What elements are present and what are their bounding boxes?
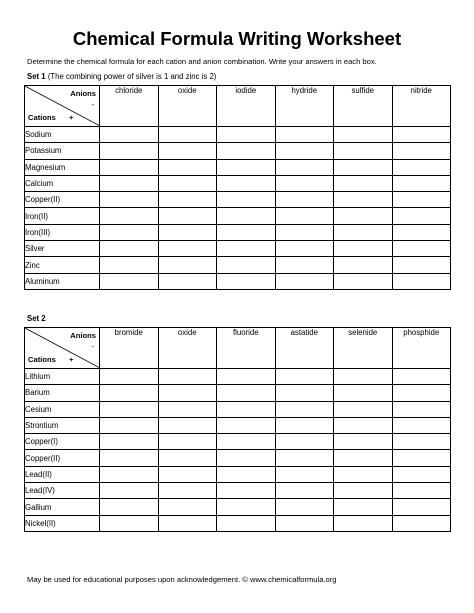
answer-box[interactable]	[217, 515, 276, 531]
answer-box[interactable]	[100, 192, 159, 208]
table-row	[25, 159, 451, 175]
answer-box[interactable]	[334, 499, 393, 515]
answer-box[interactable]	[217, 483, 276, 499]
answer-box[interactable]	[334, 208, 393, 224]
set2-heading	[27, 314, 46, 323]
answer-box[interactable]	[334, 159, 393, 175]
answer-box[interactable]	[100, 499, 159, 515]
answer-box[interactable]	[275, 515, 334, 531]
answer-box[interactable]	[334, 401, 393, 417]
answer-box[interactable]	[275, 483, 334, 499]
table-row	[25, 241, 451, 257]
table-row	[25, 450, 451, 466]
answer-box[interactable]	[392, 401, 451, 417]
answer-box[interactable]	[217, 369, 276, 385]
worksheet-title: Chemical Formula Writing Worksheet	[72, 28, 402, 49]
set2-corner-cell	[25, 328, 100, 369]
answer-box[interactable]	[392, 208, 451, 224]
cation-label: Lead(IV)	[25, 483, 100, 499]
answer-box[interactable]	[100, 434, 159, 450]
table-row	[25, 192, 451, 208]
answer-box[interactable]	[217, 385, 276, 401]
answer-box[interactable]	[100, 143, 159, 159]
set2-label: Set 2	[27, 314, 46, 323]
anions-sign: -	[91, 100, 94, 109]
answer-box[interactable]	[275, 385, 334, 401]
anion-header: chloride	[100, 86, 159, 127]
answer-box[interactable]	[275, 273, 334, 289]
anion-header: nitride	[392, 86, 451, 127]
cation-label: Iron(II)	[25, 208, 100, 224]
table-row	[25, 143, 451, 159]
answer-box[interactable]	[392, 192, 451, 208]
set1-label: Set 1	[27, 72, 46, 81]
answer-box[interactable]	[100, 483, 159, 499]
answer-box[interactable]	[100, 417, 159, 433]
anion-header: selenide	[334, 328, 393, 369]
answer-box[interactable]	[217, 175, 276, 191]
cation-label: Strontium	[25, 417, 100, 433]
table-row	[25, 224, 451, 240]
anion-header: phosphide	[392, 328, 451, 369]
answer-box[interactable]	[392, 175, 451, 191]
answer-box[interactable]	[100, 466, 159, 482]
answer-box[interactable]	[334, 273, 393, 289]
cation-label: Iron(III)	[25, 224, 100, 240]
answer-box[interactable]	[392, 434, 451, 450]
answer-box[interactable]	[275, 192, 334, 208]
answer-box[interactable]	[217, 499, 276, 515]
cation-label: Barium	[25, 385, 100, 401]
answer-box[interactable]	[158, 175, 217, 191]
answer-box[interactable]	[275, 175, 334, 191]
anions-label: Anions	[70, 331, 96, 340]
answer-box[interactable]	[158, 483, 217, 499]
answer-box[interactable]	[217, 273, 276, 289]
answer-box[interactable]	[392, 466, 451, 482]
cation-label: Magnesium	[25, 159, 100, 175]
set2-table	[24, 327, 451, 532]
answer-box[interactable]	[334, 385, 393, 401]
footer-text: May be used for educational purposes upon acknowledgement. © www.chemicalformula.org	[27, 575, 337, 584]
cations-label: Cations	[28, 355, 56, 364]
answer-box[interactable]	[334, 483, 393, 499]
answer-box[interactable]	[275, 143, 334, 159]
answer-box[interactable]	[334, 450, 393, 466]
answer-box[interactable]	[158, 224, 217, 240]
answer-box[interactable]	[334, 417, 393, 433]
answer-box[interactable]	[275, 499, 334, 515]
answer-box[interactable]	[392, 483, 451, 499]
answer-box[interactable]	[392, 369, 451, 385]
answer-box[interactable]	[334, 466, 393, 482]
cation-label: Lithium	[25, 369, 100, 385]
answer-box[interactable]	[100, 401, 159, 417]
answer-box[interactable]	[275, 241, 334, 257]
answer-box[interactable]	[275, 466, 334, 482]
cations-label: Cations	[28, 113, 56, 122]
answer-box[interactable]	[100, 450, 159, 466]
answer-box[interactable]	[275, 401, 334, 417]
answer-box[interactable]	[100, 257, 159, 273]
answer-box[interactable]	[334, 192, 393, 208]
table-row	[25, 483, 451, 499]
answer-box[interactable]	[158, 499, 217, 515]
anion-header: hydride	[275, 86, 334, 127]
answer-box[interactable]	[334, 175, 393, 191]
answer-box[interactable]	[217, 208, 276, 224]
answer-box[interactable]	[334, 369, 393, 385]
answer-box[interactable]	[158, 401, 217, 417]
table-row	[25, 257, 451, 273]
answer-box[interactable]	[217, 401, 276, 417]
instructions-text: Determine the chemical formula for each cation and anion combination. Write your answers in each box.	[27, 57, 377, 66]
answer-box[interactable]	[158, 192, 217, 208]
cation-label: Nickel(II)	[25, 515, 100, 531]
cation-label: Sodium	[25, 127, 100, 143]
answer-box[interactable]	[334, 434, 393, 450]
answer-box[interactable]	[334, 143, 393, 159]
answer-box[interactable]	[100, 515, 159, 531]
cation-label: Silver	[25, 241, 100, 257]
anions-sign: -	[91, 342, 94, 351]
answer-box[interactable]	[334, 127, 393, 143]
table-row	[25, 499, 451, 515]
anion-header: oxide	[158, 328, 217, 369]
answer-box[interactable]	[392, 450, 451, 466]
set1-table	[24, 85, 451, 290]
answer-box[interactable]	[217, 159, 276, 175]
answer-box[interactable]	[392, 224, 451, 240]
table-row	[25, 369, 451, 385]
answer-box[interactable]	[158, 466, 217, 482]
answer-box[interactable]	[158, 434, 217, 450]
anion-header: fluoride	[217, 328, 276, 369]
answer-box[interactable]	[275, 159, 334, 175]
answer-box[interactable]	[100, 127, 159, 143]
answer-box[interactable]	[275, 224, 334, 240]
answer-box[interactable]	[158, 257, 217, 273]
answer-box[interactable]	[392, 417, 451, 433]
answer-box[interactable]	[217, 417, 276, 433]
cations-sign: +	[69, 355, 74, 364]
answer-box[interactable]	[217, 224, 276, 240]
cations-sign: +	[69, 113, 74, 122]
answer-box[interactable]	[392, 257, 451, 273]
anion-header: astatide	[275, 328, 334, 369]
answer-box[interactable]	[392, 273, 451, 289]
cation-label: Zinc	[25, 257, 100, 273]
answer-box[interactable]	[217, 192, 276, 208]
answer-box[interactable]	[275, 450, 334, 466]
answer-box[interactable]	[334, 515, 393, 531]
answer-box[interactable]	[100, 159, 159, 175]
answer-box[interactable]	[158, 417, 217, 433]
anion-header: oxide	[158, 86, 217, 127]
answer-box[interactable]	[217, 143, 276, 159]
answer-box[interactable]	[334, 257, 393, 273]
answer-box[interactable]	[217, 257, 276, 273]
answer-box[interactable]	[100, 385, 159, 401]
set1-heading	[27, 72, 216, 81]
cation-label: Copper(II)	[25, 450, 100, 466]
answer-box[interactable]	[158, 208, 217, 224]
cation-label: Gallium	[25, 499, 100, 515]
cation-label: Aluminum	[25, 273, 100, 289]
answer-box[interactable]	[100, 175, 159, 191]
set1-corner-cell	[25, 86, 100, 127]
table-row	[25, 434, 451, 450]
table-row	[25, 515, 451, 531]
table-row	[25, 175, 451, 191]
set1-header-row	[25, 86, 451, 127]
answer-box[interactable]	[392, 143, 451, 159]
answer-box[interactable]	[217, 127, 276, 143]
anion-header: bromide	[100, 328, 159, 369]
cation-label: Potassium	[25, 143, 100, 159]
table-row	[25, 401, 451, 417]
cation-label: Cesium	[25, 401, 100, 417]
answer-box[interactable]	[217, 466, 276, 482]
answer-box[interactable]	[158, 241, 217, 257]
cation-label: Calcium	[25, 175, 100, 191]
answer-box[interactable]	[158, 515, 217, 531]
answer-box[interactable]	[275, 417, 334, 433]
answer-box[interactable]	[158, 127, 217, 143]
answer-box[interactable]	[158, 369, 217, 385]
answer-box[interactable]	[158, 143, 217, 159]
answer-box[interactable]	[392, 499, 451, 515]
answer-box[interactable]	[275, 208, 334, 224]
answer-box[interactable]	[334, 224, 393, 240]
answer-box[interactable]	[217, 241, 276, 257]
answer-box[interactable]	[275, 257, 334, 273]
answer-box[interactable]	[392, 159, 451, 175]
anion-header: iodide	[217, 86, 276, 127]
answer-box[interactable]	[334, 241, 393, 257]
answer-box[interactable]	[275, 369, 334, 385]
answer-box[interactable]	[100, 369, 159, 385]
answer-box[interactable]	[100, 273, 159, 289]
table-row	[25, 127, 451, 143]
answer-box[interactable]	[100, 241, 159, 257]
table-row	[25, 208, 451, 224]
answer-box[interactable]	[158, 385, 217, 401]
table-row	[25, 385, 451, 401]
answer-box[interactable]	[275, 127, 334, 143]
set2-header-row	[25, 328, 451, 369]
answer-box[interactable]	[392, 515, 451, 531]
table-row	[25, 466, 451, 482]
answer-box[interactable]	[392, 241, 451, 257]
answer-box[interactable]	[100, 208, 159, 224]
answer-box[interactable]	[392, 385, 451, 401]
table-row	[25, 417, 451, 433]
cation-label: Copper(I)	[25, 434, 100, 450]
anions-label: Anions	[70, 89, 96, 98]
cation-label: Copper(II)	[25, 192, 100, 208]
answer-box[interactable]	[158, 273, 217, 289]
set1-note: (The combining power of silver is 1 and zinc is 2)	[47, 72, 217, 81]
answer-box[interactable]	[217, 450, 276, 466]
anion-header: sulfide	[334, 86, 393, 127]
answer-box[interactable]	[275, 434, 334, 450]
answer-box[interactable]	[158, 159, 217, 175]
answer-box[interactable]	[100, 224, 159, 240]
answer-box[interactable]	[158, 450, 217, 466]
table-row	[25, 273, 451, 289]
answer-box[interactable]	[392, 127, 451, 143]
cation-label: Lead(II)	[25, 466, 100, 482]
answer-box[interactable]	[217, 434, 276, 450]
